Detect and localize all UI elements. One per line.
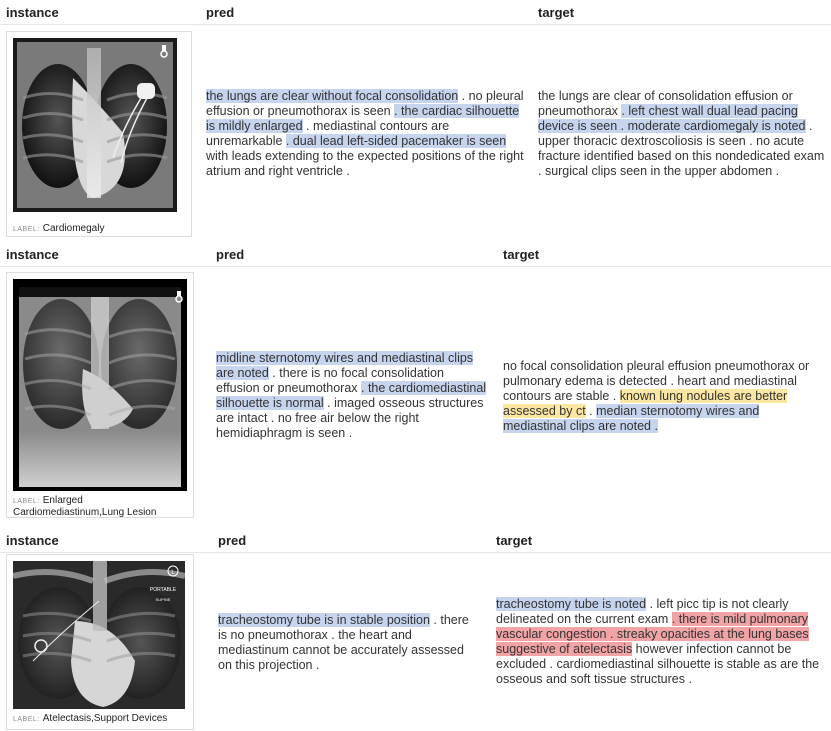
label-key: LABEL: [13,226,40,233]
target-text [496,597,826,687]
xray-image [13,38,177,212]
pred-text [206,89,524,179]
pred-header: pred [216,247,245,262]
label-line [13,713,167,725]
target-seg: . left picc tip is not clearly delineated on the current exam [496,597,789,626]
target-seg: median sternotomy wires and mediastinal clips are noted . [503,404,760,433]
instance-card [6,31,192,237]
target-seg: . left chest wall dual lead pacing device is seen . moderate cardiomegaly is noted [538,104,806,133]
target-header: target [496,533,533,548]
pred-seg: . dual lead left-sided pacemaker is seen [285,134,507,148]
target-header: target [538,5,575,20]
pred-seg: the lungs are clear without focal consolidation [206,89,459,103]
pred-seg: . there is no focal consolidation effusion or pneumothorax [216,366,444,395]
target-seg: . [585,404,597,418]
target-seg: tracheostomy tube is noted [496,597,647,611]
pred-seg: . no pleural effusion or pneumothorax is seen [206,89,524,118]
label-key: LABEL: [13,498,40,505]
pred-seg: tracheostomy tube is in stable position [218,613,430,627]
target-seg: no focal consolidation pleural effusion pneumothorax or pulmonary edema is detected . heart and mediastinal contours are stable . [503,359,810,403]
pred-seg: midline sternotomy wires and mediastinal clips are noted [216,351,474,380]
target-seg: . there is mild pulmonary vascular congestion . streaky opacities at the lung bases suggestive of atelectasis [496,612,809,656]
pred-header: pred [206,5,235,20]
xray-image [13,561,185,709]
target-text [503,359,825,434]
pred-seg: . the cardiomediastinal silhouette is normal [216,381,487,410]
label-value: Cardiomegaly [42,223,105,234]
target-seg: known lung nodules are better assessed by ct [503,389,788,418]
target-seg: however infection cannot be excluded . cardiomediastinal silhouette is stable as are the osseous and soft tissue structures . [496,642,820,686]
example-block-1 [0,0,831,242]
pred-seg: . mediastinal contours are unremarkable [206,119,450,148]
label-line [13,495,183,518]
pred-text [216,351,488,441]
label-key: LABEL: [13,716,40,723]
target-seg: the lungs are clear of consolidation effusion or pneumothorax [538,89,793,118]
target-header: target [503,247,540,262]
xray-mark: SUPINE [155,597,171,602]
instance-header: instance [6,533,59,548]
pred-seg: . there is no pneumothorax . the heart and mediastinum cannot be accurately assessed on this projection . [218,613,469,672]
pred-text [218,613,480,673]
pred-seg: with leads extending to the expected positions of the right atrium and right ventricle . [206,149,524,178]
instance-card [6,272,194,518]
target-seg: . upper thoracic dextroscoliosis is seen . no acute fracture identified based on this nondedicated exam . surgical clips seen in the upper abdomen . [538,119,825,178]
xray-mark: L [171,570,175,576]
label-value: Enlarged Cardiomediastinum,Lung Lesion [13,495,157,518]
pred-header: pred [218,533,247,548]
example-block-2 [0,242,831,527]
instance-header: instance [6,5,59,20]
example-block-3 [0,527,831,731]
instance-header: instance [6,247,59,262]
target-text [538,89,828,179]
xray-mark: PORTABLE [149,587,177,593]
instance-card [6,554,194,730]
pred-seg: . the cardiac silhouette is mildly enlarged [206,104,520,133]
pred-seg: . imaged osseous structures are intact . no free air below the right hemidiaphragm is seen . [216,396,484,440]
label-value: Atelectasis,Support Devices [42,713,168,724]
xray-image [13,279,187,491]
label-line [13,223,104,235]
